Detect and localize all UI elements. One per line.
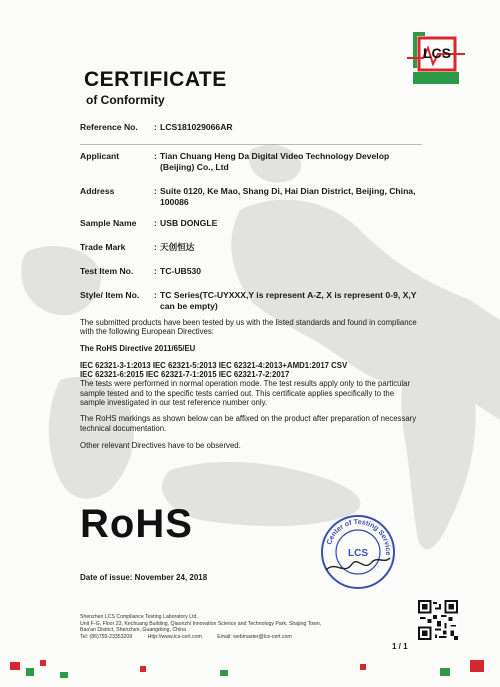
certificate-title: CERTIFICATE [84,68,227,91]
field-value: TC Series(TC-UYXXX,Y is represent A-Z, X is represent 0-9, X,Y can be empty) [160,290,417,311]
field-label: Reference No. [80,122,138,132]
field-label: Address [80,186,115,196]
stamp-ring-text: Center of Testing Service [326,518,392,556]
issue-date: Date of issue: November 24, 2018 [80,573,208,582]
field-label: Style/ Item No. [80,290,140,300]
field-label: Test Item No. [80,266,134,276]
lab-contact [80,634,400,641]
field-value: Suite 0120, Ke Mao, Shang Di, Hai Dian District, Beijing, China, 100086 [160,186,416,207]
tests-note: The tests were performed in normal operation mode. The test results apply only to the particular sample tested and to the specific tests carried out. This certificate applies specifically to the sample investigated in our test reference number only. [80,379,411,408]
field-label: Trade Mark [80,242,126,252]
field-value: Tian Chuang Heng Da Digital Video Technology Develop (Beijing) Co., Ltd [160,151,390,172]
stamp-center-text: LCS [348,548,368,559]
other-directives: Other relevant Directives have to be observed. [80,440,241,450]
marking-note: The RoHS markings as shown below can be affixed on the product after preparation of necessary technical documentation. [80,414,417,433]
lab-tel: Tel: (86)755-23353209 [80,633,133,640]
field-value: USB DONGLE [160,218,218,228]
certificate-body [80,318,420,450]
lcs-logo [405,28,467,88]
field-value: 天创恒达 [160,242,195,252]
field-label: Applicant [80,151,120,161]
standards-line-2: IEC 62321-6:2015 IEC 62321-7-1:2015 IEC 62321-7-2:2017 [80,370,290,380]
lab-address-2: Bao'an District, Shenzhen, Guangdong, China [80,627,186,634]
rohs-mark: RoHS [80,502,193,546]
directive-text: The RoHS Directive 2011/65/EU [80,343,196,353]
divider [80,144,422,145]
intro-text: The submitted products have been tested by us with the listed standards and found in compliance with the following European Directives: [80,318,417,337]
lab-address-1: Unit F-G, Floor 23, Kechuang Building, Qiaonzhi Innovation Science and Technology Park, Shajing Town, [80,620,322,627]
lab-email[interactable]: Email: webmaster@lcs-cert.com [217,633,292,640]
lab-footer [80,614,400,640]
certificate-subtitle: of Conformity [86,93,165,107]
lab-website[interactable]: Http://www.lcs-cert.com [147,633,202,640]
page-number: 1 / 1 [392,642,408,651]
standards-line-1: IEC 62321-3-1:2013 IEC 62321-5:2013 IEC 62321-4:2013+AMD1:2017 CSV [80,360,348,370]
logo-text: LCS [423,45,451,61]
decorative-bottom-stripe [0,654,500,687]
certificate-page: LCS CERTIFICATE of Conformity Reference No. : LCS181029066AR Applicant : Tian Chuang Heng Da Digital Video Technology Develop (Beijing) Co., Ltd Address : Suite 0120, Ke Mao, Shang Di, Hai Dian District, Beijing, China, 100086 Sample Name : USB DONGLE Trade Mark : 天创恒达 Test Item No. : TC-UB530 Style/ Item No. : TC Series(TC-UYXXX,Y is represent A-Z, X is represent 0-9, X,Y can be empty) The submitted products have been tested by us with the listed standards and found in compliance with the following European Directives: The RoHS Directive 2011/65/EU IEC 62321-3-1:2013 IEC 62321-5:2013 IEC 62321-4:2013+AMD1:2017 CSV IEC 62321-6:2015 IEC 62321-7-1:2015 IEC 62321-7-2:2017 The tests were performed in normal operation mode. The test results apply only to the particular sample tested and to the specific tests carried out. This certificate applies specifically to the sample investigated in our test reference number only. The RoHS markings as shown below can be affixed on the product after preparation of necessary technical documentation. Other relevant Directives have to be observed. RoHS Center of Testing Service LCS Date of issue: November 24, 2018 Shenzhen LCS Compliance Testing Laboratory Ltd. Unit F-G, Floor 23, Kechuang Building, Qiaonzhi Innovation Science and Technology Park, Shajing Town, Bao'an District, Shenzhen, Guangdong, China Tel: (86)755-23353209 Http://www.lcs-cert.com Email: webmaster@lcs-cert.com 1 / 1 [0,0,500,687]
lab-name: Shenzhen LCS Compliance Testing Laboratory Ltd. [80,614,198,620]
field-value: LCS181029066AR [160,122,233,132]
stamp-seal [318,512,398,592]
field-label: Sample Name [80,218,137,228]
field-value: TC-UB530 [160,266,202,276]
qr-code[interactable] [418,600,458,640]
